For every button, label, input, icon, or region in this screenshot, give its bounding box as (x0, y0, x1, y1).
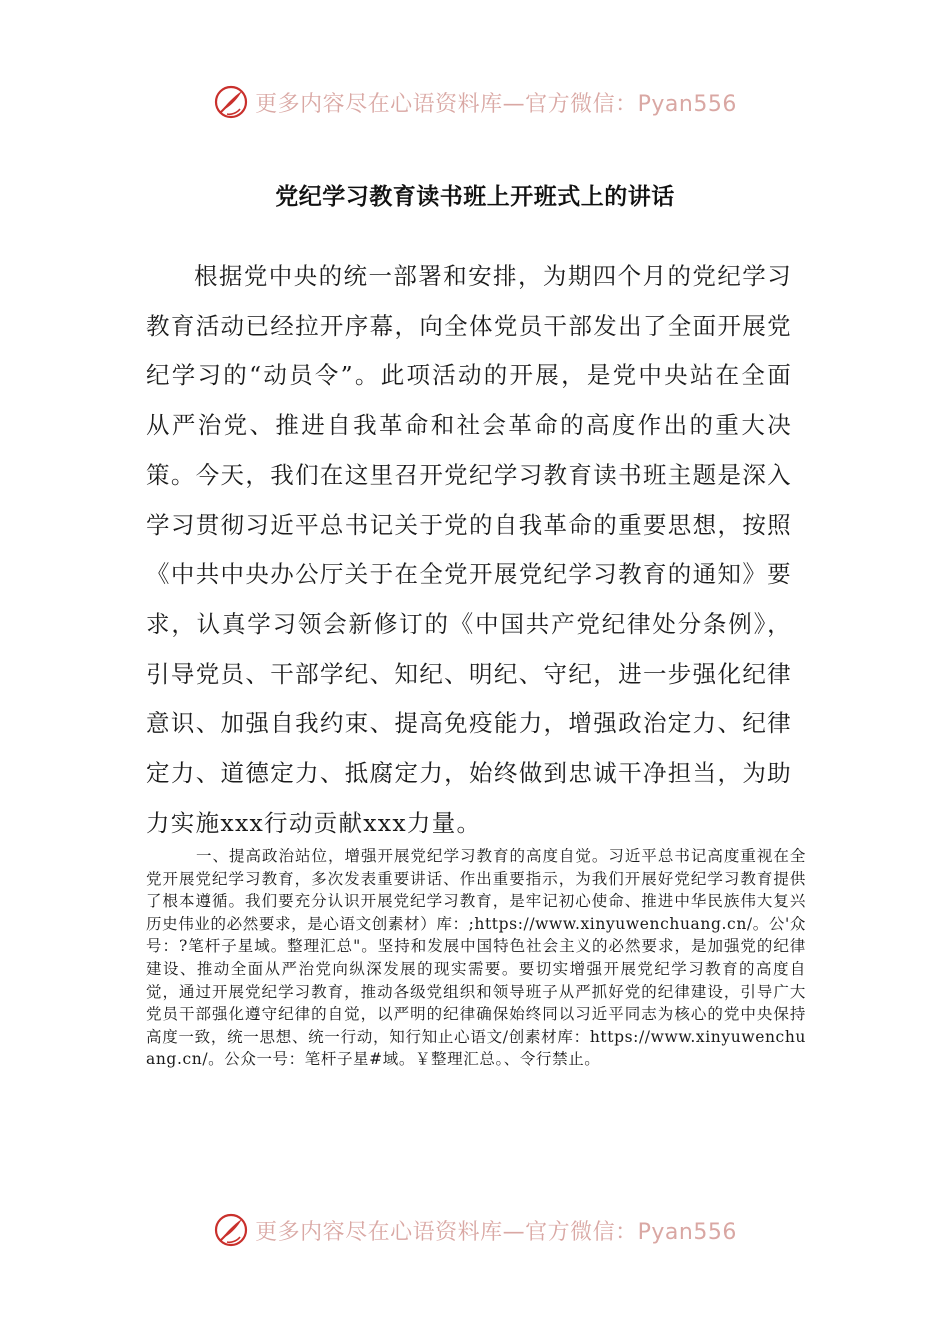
footer-banner-text: 更多内容尽在心语资料库—官方微信：Pyan556 (255, 1219, 737, 1245)
header-banner-text: 更多内容尽在心语资料库—官方微信：Pyan556 (255, 91, 737, 117)
page-title: 党纪学习教育读书班上开班式上的讲话 (275, 184, 675, 210)
footer-banner (0, 1208, 950, 1252)
pen-feather-icon (213, 1212, 249, 1248)
header-banner (0, 80, 950, 124)
section-one-paragraph: 一、提高政治站位，增强开展党纪学习教育的高度自觉。习近平总书记高度重视在全党开展党纪学习教育，多次发表重要讲话、作出重要指示，为我们开展好党纪学习教育提供了根本遵循。我们要充分认识开展党纪学习教育，是牢记初心使命、推进中华民族伟大复兴历史伟业的必然要求，是心语文创素材）库：;https://www.xinyuwenchuang.cn/。公'众号：?笔杆子星域。整理汇总"。坚持和发展中国特色社会主义的必然要求，是加强党的纪律建设、推动全面从严治党向纵深发展的现实需要。要切实增强开展党纪学习教育的高度自觉，通过开展党纪学习教育，推动各级党组织和领导班子从严抓好党的纪律建设，引导广大党员干部强化遵守纪律的自觉，以严明的纪律确保始终同以习近平同志为核心的党中央保持高度一致，统一思想、统一行动，知行知止心语文/创素材库：https://www.xinyuwenchuang.cn/。公众一号：笔杆子星#域。￥整理汇总。、令行禁止。 (146, 847, 806, 1069)
intro-paragraph: 根据党中央的统一部署和安排，为期四个月的党纪学习教育活动已经拉开序幕，向全体党员干部发出了全面开展党纪学习的“动员令”。此项活动的开展，是党中央站在全面从严治党、推进自我革命和社会革命的高度作出的重大决策。今天，我们在这里召开党纪学习教育读书班主题是深入学习贯彻习近平总书记关于党的自我革命的重要思想，按照《中共中央办公厅关于在全党开展党纪学习教育的通知》要求，认真学习领会新修订的《中国共产党纪律处分条例》，引导党员、干部学纪、知纪、明纪、守纪，进一步强化纪律意识、加强自我约束、提高免疫能力，增强政治定力、纪律定力、道德定力、抵腐定力，始终做到忠诚干净担当，为助力实施xxx行动贡献xxx力量。 (146, 262, 792, 837)
pen-feather-icon (213, 84, 249, 120)
